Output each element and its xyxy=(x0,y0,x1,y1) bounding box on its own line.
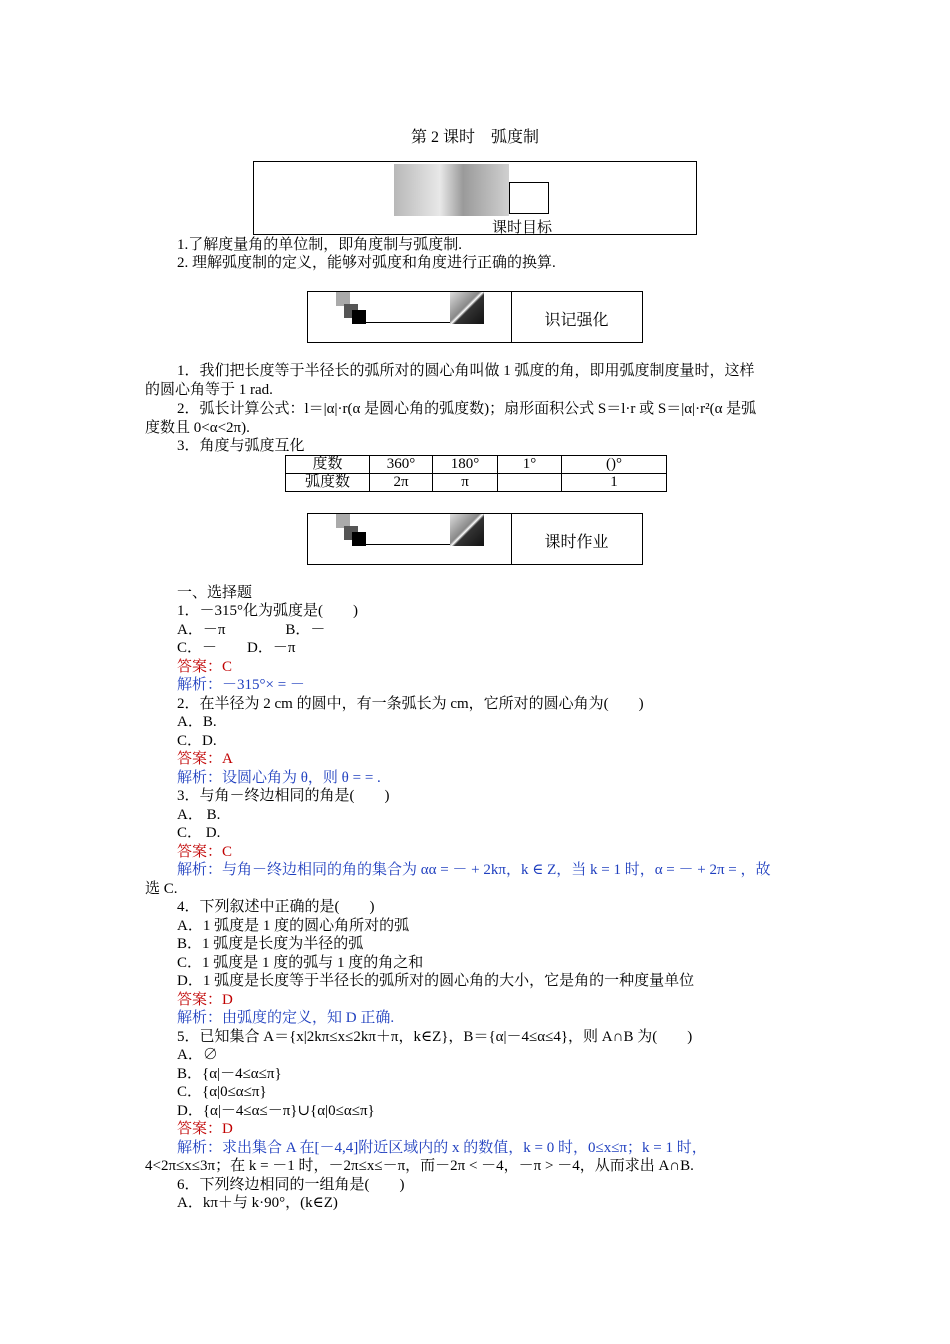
explanation-line: 解析：由弧度的定义，知 D 正确. xyxy=(177,1010,395,1026)
goals-banner-label: 课时目标 xyxy=(492,219,553,236)
question-line: A．B. xyxy=(177,714,217,730)
question-line: 6．下列终边相同的一组角是( ) xyxy=(177,1176,405,1193)
banner-rule xyxy=(366,544,450,545)
explanation-line: 解析：与角－终边相同的角的集合为 αα = － + 2kπ，k ∈ Z，当 k = 1 时，α = － + 2π = ，故 xyxy=(177,862,771,878)
question-line: B．{α|－4≤α≤π} xyxy=(177,1065,282,1082)
table-cell xyxy=(498,474,562,492)
table-cell: ()° xyxy=(562,456,667,474)
question-line: 5．已知集合 A＝{x|2kπ≤x≤2kπ＋π，k∈Z}，B＝{α|－4≤α≤4}，则 A∩B 为( ) xyxy=(177,1028,693,1045)
table-cell: 2π xyxy=(370,474,433,492)
question-line: C．{α|0≤α≤π} xyxy=(177,1084,267,1100)
goal-line: 2. 理解弧度制的定义，能够对弧度和角度进行正确的换算. xyxy=(177,255,556,271)
answer-line: 答案：D xyxy=(177,991,233,1008)
banner-decoration xyxy=(394,164,509,216)
memory-banner-label: 识记强化 xyxy=(544,312,609,329)
explanation-line: 解析：设圆心角为 θ，则 θ = = . xyxy=(177,769,381,786)
question-line: A．1 弧度是 1 度的圆心角所对的弧 xyxy=(177,917,410,934)
banner-hatch xyxy=(450,292,484,324)
homework-banner-label: 课时作业 xyxy=(544,534,609,551)
question-line: C．D. xyxy=(177,732,217,749)
question-line: 2．在半径为 2 cm 的圆中，有一条弧长为 cm，它所对的圆心角为( ) xyxy=(177,695,644,712)
question-line: A．kπ＋与 k·90°，(k∈Z) xyxy=(177,1195,338,1211)
table-row xyxy=(286,456,667,474)
memory-paragraph-2: 2．弧长计算公式：l＝|α|·r(α 是圆心角的弧度数)；扇形面积公式 S＝l·r 或 S＝|α|·r²(α 是弧 xyxy=(177,401,757,417)
answer-line: 答案：A xyxy=(177,751,233,767)
question-line: C．－ D．－π xyxy=(177,640,296,656)
memory-banner xyxy=(307,291,643,343)
answer-line: 答案：C xyxy=(177,658,233,675)
answer-line: 答案：D xyxy=(177,1121,233,1137)
question-line: 4．下列叙述中正确的是( ) xyxy=(177,899,375,915)
banner-square xyxy=(352,310,366,324)
question-line: D．{α|－4≤α≤－π}∪{α|0≤α≤π} xyxy=(177,1102,375,1119)
question-line: B．1 弧度是长度为半径的弧 xyxy=(177,936,364,952)
explanation-line: 解析：－315°× = － xyxy=(177,677,305,693)
table-cell: 1 xyxy=(562,474,667,492)
table-cell: 360° xyxy=(370,456,433,474)
table-cell: 弧度数 xyxy=(286,474,370,492)
explanation-line: 解析：求出集合 A 在[－4,4]附近区域内的 x 的数值，k = 0 时，0≤x≤π；k = 1 时， xyxy=(177,1139,707,1156)
conversion-table xyxy=(285,455,667,492)
memory-paragraph-1-cont: 的圆心角等于 1 rad. xyxy=(145,382,273,398)
question-line: D．1 弧度是长度等于半径长的弧所对的圆心角的大小，它是角的一种度量单位 xyxy=(177,973,695,989)
page-title: 第 2 课时 弧度制 xyxy=(410,129,539,146)
table-cell: π xyxy=(433,474,498,492)
question-line: A．－π B．－ xyxy=(177,621,326,638)
banner-square xyxy=(352,532,366,546)
table-cell: 1° xyxy=(498,456,562,474)
question-line: A． B. xyxy=(177,806,221,823)
table-row xyxy=(286,474,667,492)
banner-box xyxy=(509,182,549,214)
banner-hatch xyxy=(450,514,484,546)
question-line: C．1 弧度是 1 度的弧与 1 度的角之和 xyxy=(177,954,424,971)
memory-paragraph-2-cont: 度数且 0<α<2π). xyxy=(145,420,250,436)
question-line: 选 C. xyxy=(145,880,178,897)
question-line: C． D. xyxy=(177,825,221,841)
question-line: 4<2π≤x≤3π；在 k = －1 时，－2π≤x≤－π，而－2π < －4，－π > －4，从而求出 A∩B. xyxy=(145,1158,694,1174)
table-cell: 180° xyxy=(433,456,498,474)
homework-banner xyxy=(307,513,643,565)
answer-line: 答案：C xyxy=(177,843,233,860)
memory-paragraph-3: 3．角度与弧度互化 xyxy=(177,438,305,454)
question-line: 3．与角－终边相同的角是( ) xyxy=(177,788,390,804)
memory-paragraph-1: 1．我们把长度等于半径长的弧所对的圆心角叫做 1 弧度的角，即用弧度制度量时，这样 xyxy=(177,363,755,379)
section-heading: 一、选择题 xyxy=(177,585,253,601)
banner-rule xyxy=(366,322,450,323)
table-cell: 度数 xyxy=(286,456,370,474)
question-line: A．∅ xyxy=(177,1047,218,1063)
goals-banner xyxy=(253,161,697,235)
goal-line: 1.了解度量角的单位制，即角度制与弧度制. xyxy=(177,237,463,253)
question-line: 1．－315°化为弧度是( ) xyxy=(177,603,358,619)
